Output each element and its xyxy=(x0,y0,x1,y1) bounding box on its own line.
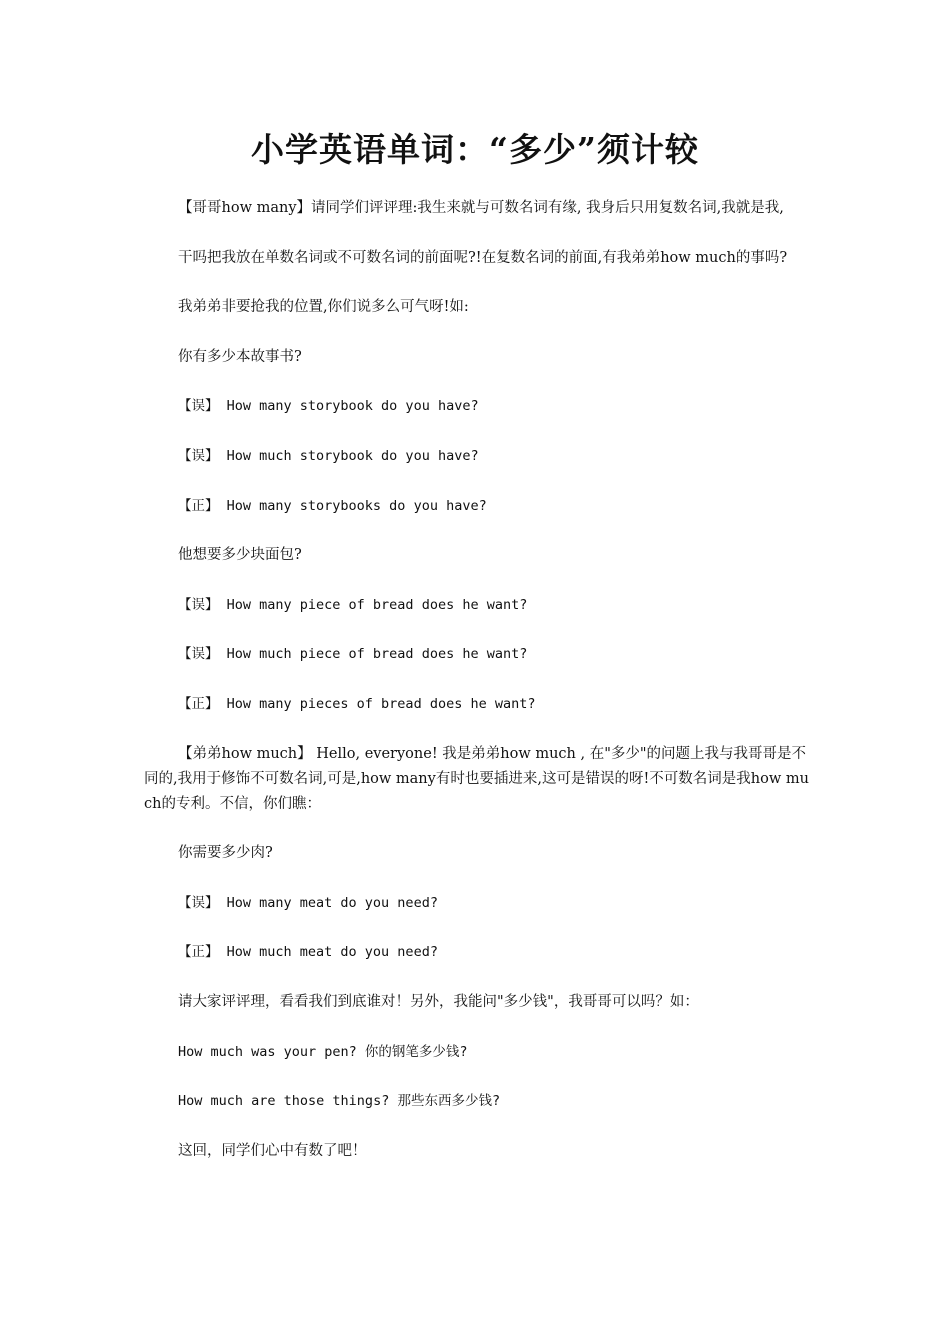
example-wrong-4: 【误】 How much piece of bread does he want? xyxy=(178,646,528,663)
example-wrong-2: 【误】 How much storybook do you have? xyxy=(178,447,479,464)
example-question-storybooks: 你有多少本故事书? xyxy=(178,348,302,365)
example-wrong-1: 【误】 How many storybook do you have? xyxy=(178,398,479,415)
paragraph-complaint: 我弟弟非要抢我的位置,你们说多么可气呀!如: xyxy=(178,299,469,316)
paragraph-intro-how-many: 【哥哥how many】请同学们评评理:我生来就与可数名词有缘, 我身后只用复数名词,我就是我, xyxy=(178,200,784,216)
example-question-meat: 你需要多少肉? xyxy=(178,845,273,862)
example-correct-3: 【正】 How much meat do you need? xyxy=(178,944,438,961)
document-title: 小学英语单词：“多少”须计较 xyxy=(251,130,699,169)
example-question-bread: 他想要多少块面包? xyxy=(178,547,302,564)
example-correct-1: 【正】 How many storybooks do you have? xyxy=(178,497,487,514)
paragraph-intro-continued: 干吗把我放在单数名词或不可数名词的前面呢?!在复数名词的前面,有我弟弟how much的事吗? xyxy=(178,249,788,266)
document-body xyxy=(144,196,812,1188)
example-money-2: How much are those things? 那些东西多少钱? xyxy=(178,1093,501,1110)
example-wrong-3: 【误】 How many piece of bread does he want? xyxy=(178,596,528,613)
paragraph-how-much: 【弟弟how much】 Hello, everyone! 我是弟弟how much , 在"多少"的问题上我与我哥哥是不同的,我用于修饰不可数名词,可是,how many有时也要插进来,这可是错误的呀!不可数名词是我how much的专利。不信，你们瞧： xyxy=(144,745,809,812)
example-wrong-5: 【误】 How many meat do you need? xyxy=(178,894,438,911)
example-correct-2: 【正】 How many pieces of bread does he want? xyxy=(178,695,536,712)
example-money-1: How much was your pen? 你的钢笔多少钱? xyxy=(178,1043,468,1060)
paragraph-money-question: 请大家评评理，看看我们到底谁对！另外，我能问"多少钱"，我哥哥可以吗？如： xyxy=(178,993,699,1010)
paragraph-conclusion: 这回，同学们心中有数了吧！ xyxy=(178,1142,367,1159)
